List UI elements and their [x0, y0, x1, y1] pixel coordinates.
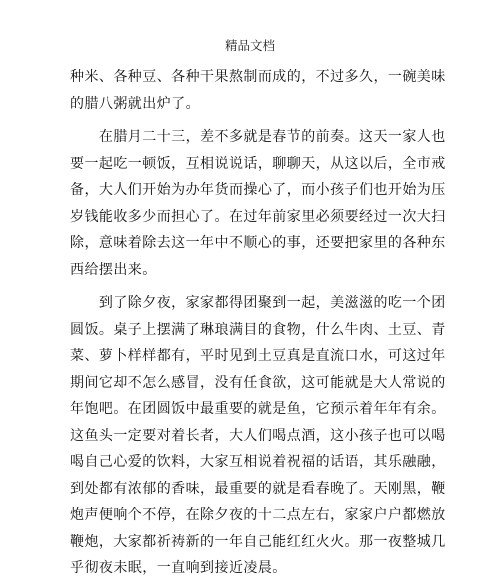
- text-line: 菜、萝卜样样都有，平时见到土豆真是直流口水，可这过年: [70, 348, 446, 364]
- text-line: 到了除夕夜，家家都得团聚到一起，美滋滋的吃一个团: [70, 295, 446, 311]
- paragraph-1: [70, 64, 446, 117]
- text-line: 要一起吃一顿饭，互相说说话，聊聊天，从这以后，全市戒: [70, 155, 446, 172]
- text-line: 年饱吧。在团圆饭中最重要的就是鱼，它预示着年年有余。: [70, 401, 446, 417]
- text-line: 期间它却不怎么感冒，没有任食欲，这可能就是大人常说的: [70, 374, 446, 391]
- page-header: 精品文档: [224, 38, 275, 53]
- text-line: 圆饭。桌子上摆满了琳琅满目的食物，什么牛肉、土豆、青: [70, 321, 446, 338]
- text-line: 种米、各种豆、各种干果熬制而成的，不过多久，一碗美味: [70, 69, 446, 85]
- paragraph-gap: [70, 117, 430, 124]
- text-line: 备，大人们开始为办年货而操心了，而小孩子们也开始为压: [70, 182, 446, 198]
- paragraph-gap: [70, 283, 430, 290]
- text-line: 喝自己心爱的饮料，大家互相说着祝福的话语，其乐融融，: [70, 454, 446, 470]
- paragraph-3: [70, 290, 446, 582]
- text-line: 到处都有浓郁的香味，最重要的就是看春晚了。天刚黑，鞭: [70, 480, 446, 497]
- paragraph-2: [70, 124, 446, 283]
- text-line: 这鱼头一定要对着长者，大人们喝点酒，这小孩子也可以喝: [70, 427, 446, 444]
- text-line: 岁钱能收多少而担心了。在过年前家里必须要经过一次大扫: [70, 208, 446, 225]
- document-body: [70, 64, 446, 582]
- text-line: 在腊月二十三，差不多就是春节的前奏。这天一家人也: [70, 129, 446, 145]
- text-line: 乎彻夜未眠，一直响到接近凌晨。: [70, 560, 287, 576]
- text-line: 的腊八粥就出炉了。: [70, 95, 201, 112]
- text-line: 西给摆出来。: [70, 261, 157, 278]
- text-line: 炮声便响个不停，在除夕夜的十二点左右，家家户户都燃放: [70, 507, 446, 523]
- text-line: 除，意味着除去这一年中不顺心的事，还要把家里的各种东: [70, 235, 446, 251]
- text-line: 鞭炮，大家都祈祷新的一年自己能红红火火。那一夜整城几: [70, 533, 446, 550]
